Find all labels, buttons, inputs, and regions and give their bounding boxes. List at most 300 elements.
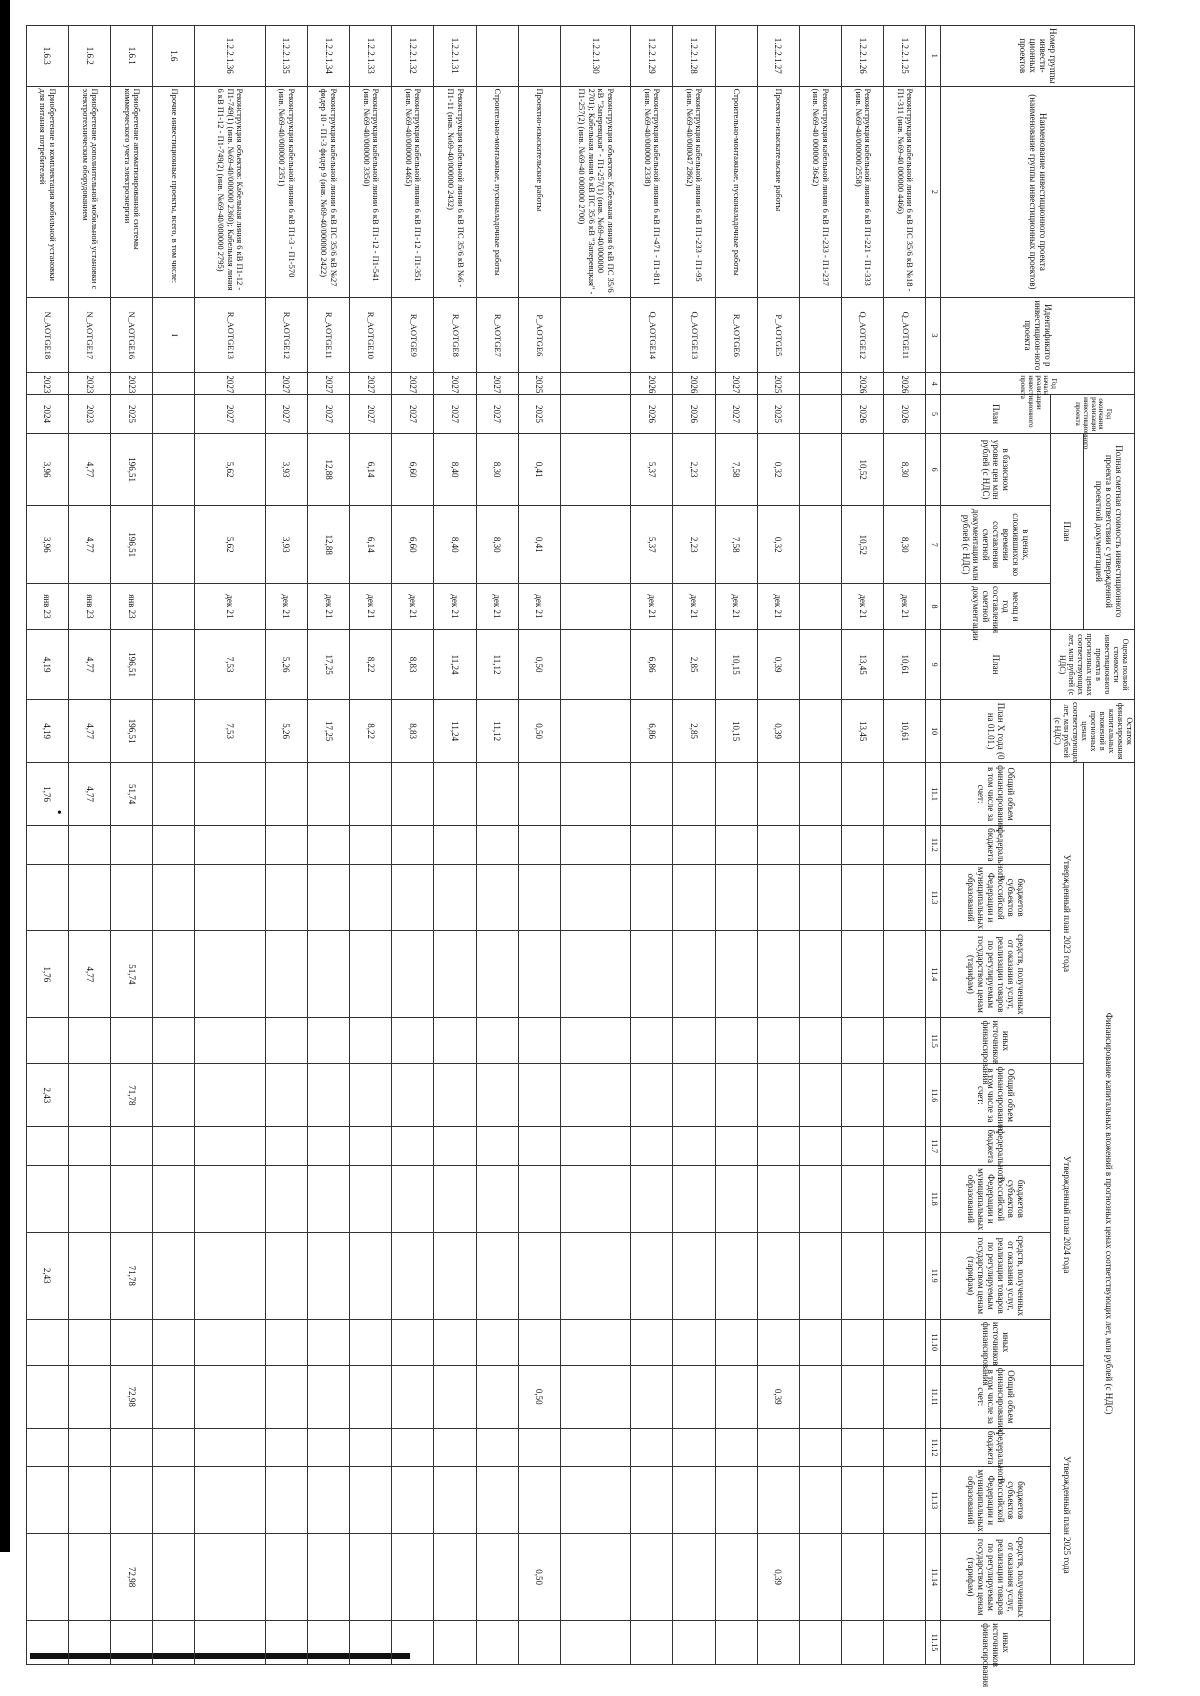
row-p24-value	[560, 1166, 630, 1233]
row-project-name: Реконструкция кабельной линии 6 кВ П1-221 - П1-333 (инв. №69-40/000000/2558)	[842, 86, 884, 298]
row-est-current	[799, 506, 841, 583]
table-row	[560, 26, 630, 1665]
row-p24-value	[631, 1232, 673, 1319]
row-est-date: дек 21	[631, 583, 673, 629]
row-p24-value	[799, 1127, 841, 1166]
table-body	[26, 26, 926, 1665]
header-2023-total: Общий объем финансирования, в том числе за счет:	[941, 763, 1051, 826]
row-p23-value	[715, 1018, 757, 1064]
row-p23-value	[68, 826, 110, 865]
row-p25-value	[560, 1467, 630, 1534]
row-p23-value	[26, 826, 68, 865]
header-2023-other: иных источников финансирования	[941, 1018, 1051, 1064]
row-p23-value	[842, 763, 884, 826]
row-remainder: 11,12	[476, 700, 518, 763]
row-project-name: Реконструкция кабельной линии 6 кВ П1-233 - П1-95 (инв. №69-40/000047 2862)	[673, 86, 715, 298]
column-number: 11.3	[926, 864, 941, 931]
row-p25-value	[673, 1621, 715, 1665]
row-p25-value	[153, 1534, 195, 1621]
row-p23-value	[842, 826, 884, 865]
row-p24-value	[631, 1166, 673, 1233]
row-p24-value	[715, 1166, 757, 1233]
row-p23-value	[715, 864, 757, 931]
row-year-end: 2025	[757, 395, 799, 434]
row-remainder: 10,15	[715, 700, 757, 763]
row-p23-value: 1,76	[26, 931, 68, 1018]
row-number: 1.2.2.1.25	[884, 26, 926, 87]
row-p25-value	[350, 1428, 392, 1467]
row-p24-value	[68, 1064, 110, 1127]
row-p25-value	[560, 1621, 630, 1665]
row-p25-value	[799, 1467, 841, 1534]
row-est-base: 0,41	[518, 433, 560, 506]
row-p24-value	[26, 1166, 68, 1233]
row-p25-value	[842, 1621, 884, 1665]
row-p24-value	[195, 1166, 265, 1233]
row-p24-value	[715, 1232, 757, 1319]
row-full-cost: 11,12	[476, 629, 518, 699]
row-p23-value: 4,77	[68, 763, 110, 826]
row-est-base: 8,40	[434, 433, 476, 506]
row-est-date: дек 21	[715, 583, 757, 629]
row-number: 1.6.1	[111, 26, 153, 87]
row-p23-value	[476, 826, 518, 865]
row-year-end: 2026	[631, 395, 673, 434]
row-number: 1.2.2.1.35	[265, 26, 307, 87]
column-number: 5	[926, 395, 941, 434]
table-row	[111, 26, 153, 1665]
column-number: 11.11	[926, 1365, 941, 1428]
row-p25-value	[842, 1428, 884, 1467]
row-project-id: Q_AOТGE11	[884, 298, 926, 373]
row-p25-value	[68, 1534, 110, 1621]
column-number: 4	[926, 373, 941, 395]
row-p24-value	[842, 1064, 884, 1127]
row-remainder	[560, 700, 630, 763]
row-p24-value	[307, 1064, 349, 1127]
row-p24-value: 2,43	[26, 1064, 68, 1127]
row-remainder: 0,39	[757, 700, 799, 763]
row-p23-value	[68, 1018, 110, 1064]
row-p24-value	[153, 1232, 195, 1319]
row-p25-value	[560, 1428, 630, 1467]
column-number: 11.5	[926, 1018, 941, 1064]
row-year-start: 2023	[26, 373, 68, 395]
row-est-date	[153, 583, 195, 629]
row-remainder: 4,77	[68, 700, 110, 763]
row-full-cost: 6,86	[631, 629, 673, 699]
row-full-cost: 10,15	[715, 629, 757, 699]
row-p24-value	[884, 1166, 926, 1233]
row-p24-value	[673, 1127, 715, 1166]
row-p23-value	[153, 864, 195, 931]
row-p25-value	[884, 1534, 926, 1621]
row-year-start: 2027	[392, 373, 434, 395]
row-remainder: 196,51	[111, 700, 153, 763]
row-p25-value	[195, 1467, 265, 1534]
row-est-current: 2,23	[673, 506, 715, 583]
row-p25-value	[673, 1467, 715, 1534]
header-financing: Финансирование капитальных вложений в прогнозных ценах соответствующих лет, млн рублей (с НДС)	[1083, 763, 1134, 1665]
row-est-base: 10,52	[842, 433, 884, 506]
header-est-current: в ценах, сложившихся ко времени составления сметной документации млн рублей (с НДС)	[941, 506, 1051, 583]
row-year-end	[560, 395, 630, 434]
header-plan-2023: Утвержденный план 2023 года	[1051, 763, 1083, 1064]
row-est-date: дек 21	[195, 583, 265, 629]
row-p24-value	[673, 1064, 715, 1127]
row-year-start: 2027	[350, 373, 392, 395]
row-p23-value	[884, 1018, 926, 1064]
row-p25-value	[153, 1621, 195, 1665]
row-est-current	[560, 506, 630, 583]
row-number: 1.6	[153, 26, 195, 87]
row-p23-value	[26, 864, 68, 931]
row-p23-value	[111, 1018, 153, 1064]
row-p23-value	[265, 931, 307, 1018]
row-p23-value	[673, 763, 715, 826]
table-row	[631, 26, 673, 1665]
row-remainder: 4,19	[26, 700, 68, 763]
row-remainder: 11,24	[434, 700, 476, 763]
row-project-id: Q_AOТGE14	[631, 298, 673, 373]
table-row	[799, 26, 841, 1665]
row-p24-value	[757, 1064, 799, 1127]
row-p25-value	[799, 1365, 841, 1428]
row-est-base: 2,23	[673, 433, 715, 506]
row-remainder: 6,86	[631, 700, 673, 763]
row-number: 1.2.2.1.32	[392, 26, 434, 87]
row-p23-value	[350, 864, 392, 931]
row-p25-value	[631, 1621, 673, 1665]
row-p23-value	[715, 931, 757, 1018]
table-row	[153, 26, 195, 1665]
row-p24-value	[434, 1319, 476, 1365]
row-p24-value	[153, 1064, 195, 1127]
table-row	[518, 26, 560, 1665]
row-est-current: 0,41	[518, 506, 560, 583]
row-est-base: 7,58	[715, 433, 757, 506]
row-p25-value	[307, 1621, 349, 1665]
column-number: 8	[926, 583, 941, 629]
row-p25-value	[153, 1428, 195, 1467]
row-p24-value	[195, 1319, 265, 1365]
row-p23-value	[307, 931, 349, 1018]
row-p24-value	[195, 1127, 265, 1166]
table-row	[476, 26, 518, 1665]
column-number: 11.7	[926, 1127, 941, 1166]
row-p24-value	[195, 1232, 265, 1319]
row-p23-value	[631, 763, 673, 826]
row-p23-value	[476, 864, 518, 931]
row-p24-value	[476, 1319, 518, 1365]
row-remainder: 0,50	[518, 700, 560, 763]
row-p24-value	[518, 1232, 560, 1319]
row-p24-value	[476, 1232, 518, 1319]
row-p23-value	[757, 931, 799, 1018]
row-p23-value	[195, 864, 265, 931]
header-project-name: Наименование инвестиционного проекта (наименование группы инвестиционных проектов)	[941, 86, 1135, 298]
row-p25-value	[476, 1534, 518, 1621]
row-p24-value	[799, 1232, 841, 1319]
header-year-start: Год начала реализации инвестиционного проекта	[941, 373, 1135, 395]
row-project-name: Реконструкция кабельной линии 6 кВ ПС 35/6 кВ №18 - П1-311 (инв. №69-40 000000 4466)	[884, 86, 926, 298]
header-plan-2024: Утвержденный план 2024 года	[1051, 1064, 1083, 1365]
row-year-start: 2027	[434, 373, 476, 395]
row-p23-value	[265, 1018, 307, 1064]
row-year-end: 2026	[842, 395, 884, 434]
row-p24-value	[631, 1064, 673, 1127]
row-p25-value: 0,39	[757, 1534, 799, 1621]
row-year-end: 2027	[392, 395, 434, 434]
row-project-name: Приобретение и комплектация мобильной установки для питания потребителей	[26, 86, 68, 298]
column-number: 11.2	[926, 826, 941, 865]
row-project-id: R_AOТGE11	[307, 298, 349, 373]
row-est-date: дек 21	[434, 583, 476, 629]
row-p23-value	[631, 931, 673, 1018]
row-p25-value	[799, 1428, 841, 1467]
row-p23-value	[265, 763, 307, 826]
header-year-end: Год окончания реализации инвестиционного проекта	[1051, 395, 1135, 434]
row-p23-value	[631, 864, 673, 931]
row-p25-value	[884, 1621, 926, 1665]
row-p24-value	[757, 1166, 799, 1233]
row-full-cost: 11,24	[434, 629, 476, 699]
header-project-id: Идентификато р инвестицион-ного проекта	[941, 298, 1135, 373]
row-p23-value	[884, 763, 926, 826]
scan-left-edge	[0, 0, 10, 1552]
row-project-name: Строительно-монтажные, пусконаладочные работы	[715, 86, 757, 298]
header-remainder: Остаток финансирования капитальных вложений в прогнозных ценах соответствующих лет, млн рублей (с НДС)	[1051, 700, 1135, 763]
row-p24-value	[799, 1319, 841, 1365]
row-p24-value	[153, 1166, 195, 1233]
row-p23-value	[560, 931, 630, 1018]
row-year-end: 2025	[111, 395, 153, 434]
header-2023-regional: бюджетов субъектов Российской Федерации и муниципальных образований	[941, 864, 1051, 931]
header-2025-tariff: средств, полученных от оказания услуг, реализации товаров по регулируемым государством ценам (тарифам)	[941, 1534, 1051, 1621]
row-p24-value: 2,43	[26, 1232, 68, 1319]
row-project-name: Прочие инвестиционные проекты, всего, в том числе:	[153, 86, 195, 298]
row-p25-value	[842, 1365, 884, 1428]
row-est-date: дек 21	[757, 583, 799, 629]
column-number: 11.1	[926, 763, 941, 826]
row-p23-value	[350, 1018, 392, 1064]
row-project-id: N_AOТGE17	[68, 298, 110, 373]
row-p25-value: 0,50	[518, 1534, 560, 1621]
row-p24-value	[307, 1319, 349, 1365]
row-est-base: 12,88	[307, 433, 349, 506]
row-p25-value	[715, 1365, 757, 1428]
header-est-base: в базисном уровне цен млн рублей (с НДС)	[941, 433, 1051, 506]
row-full-cost: 4,19	[26, 629, 68, 699]
row-full-cost	[560, 629, 630, 699]
row-full-cost: 8,22	[350, 629, 392, 699]
row-p25-value	[68, 1428, 110, 1467]
row-p23-value	[392, 864, 434, 931]
row-full-cost	[799, 629, 841, 699]
row-p25-value	[68, 1365, 110, 1428]
row-project-id: R_AOТGE10	[350, 298, 392, 373]
row-p24-value	[434, 1127, 476, 1166]
row-est-date: дек 21	[307, 583, 349, 629]
row-p23-value	[392, 763, 434, 826]
row-p25-value	[392, 1621, 434, 1665]
row-est-current: 0,32	[757, 506, 799, 583]
row-p25-value	[26, 1467, 68, 1534]
row-p24-value	[757, 1127, 799, 1166]
column-number: 6	[926, 433, 941, 506]
header-full-cost: Оценка полной стоимости инвестиционного проекта в прогнозных ценах соответствующих лет, млн рублей (с НДС)	[1051, 629, 1135, 699]
row-remainder: 2,85	[673, 700, 715, 763]
row-p24-value	[757, 1319, 799, 1365]
row-est-current: 6,60	[392, 506, 434, 583]
row-year-start: 2027	[476, 373, 518, 395]
table-row	[434, 26, 476, 1665]
column-number: 11.10	[926, 1319, 941, 1365]
row-project-id: R_AOТGE7	[476, 298, 518, 373]
row-est-base: 6,14	[350, 433, 392, 506]
row-p24-value	[350, 1166, 392, 1233]
row-p25-value	[715, 1621, 757, 1665]
row-p25-value	[111, 1621, 153, 1665]
row-p23-value	[392, 1018, 434, 1064]
row-est-current: 4,77	[68, 506, 110, 583]
row-p23-value	[757, 763, 799, 826]
row-p24-value	[757, 1232, 799, 1319]
row-number: 1.2.2.1.33	[350, 26, 392, 87]
row-p23-value	[673, 1018, 715, 1064]
row-full-cost: 17,25	[307, 629, 349, 699]
row-p24-value	[392, 1319, 434, 1365]
header-est-date: месяц и год составления сметной документации	[941, 583, 1051, 629]
row-p23-value	[392, 931, 434, 1018]
row-year-start	[799, 373, 841, 395]
row-p24-value	[560, 1064, 630, 1127]
table-row	[350, 26, 392, 1665]
header-group-number: Номер группы инвести-ционных проектов	[941, 26, 1135, 87]
row-p24-value	[434, 1232, 476, 1319]
row-est-date	[560, 583, 630, 629]
header-2025-regional: бюджетов субъектов Российской Федерации и муниципальных образований	[941, 1467, 1051, 1534]
row-p25-value	[111, 1428, 153, 1467]
row-p24-value	[884, 1319, 926, 1365]
row-p25-value	[673, 1428, 715, 1467]
row-p23-value	[799, 826, 841, 865]
row-remainder: 8,22	[350, 700, 392, 763]
row-p23-value	[350, 931, 392, 1018]
row-est-current: 8,40	[434, 506, 476, 583]
row-p23-value	[111, 826, 153, 865]
row-est-base: 3,93	[265, 433, 307, 506]
row-year-end: 2027	[350, 395, 392, 434]
row-p25-value	[631, 1365, 673, 1428]
header-2024-regional: бюджетов субъектов Российской Федерации и муниципальных образований	[941, 1166, 1051, 1233]
row-p24-value	[68, 1127, 110, 1166]
row-year-end: 2027	[307, 395, 349, 434]
column-number: 11.9	[926, 1232, 941, 1319]
row-number: 1.2.2.1.26	[842, 26, 884, 87]
row-p24-value	[476, 1127, 518, 1166]
row-p25-value	[518, 1428, 560, 1467]
row-project-name: Проектно-изыскательские работы	[757, 86, 799, 298]
row-p24-value	[715, 1319, 757, 1365]
row-p25-value	[673, 1534, 715, 1621]
column-number: 11.8	[926, 1166, 941, 1233]
row-p23-value	[560, 763, 630, 826]
row-est-date: дек 21	[476, 583, 518, 629]
row-p23-value: 4,77	[68, 931, 110, 1018]
row-remainder: 10,61	[884, 700, 926, 763]
row-project-id	[799, 298, 841, 373]
row-p25-value: 0,50	[518, 1365, 560, 1428]
header-remainder-plan: План X года (0 на 01.01.)	[941, 700, 1051, 763]
row-p25-value	[757, 1467, 799, 1534]
row-p25-value	[476, 1467, 518, 1534]
row-p23-value	[153, 763, 195, 826]
row-est-current: 5,62	[195, 506, 265, 583]
row-p23-value	[111, 864, 153, 931]
row-p23-value	[715, 826, 757, 865]
row-remainder: 5,26	[265, 700, 307, 763]
row-p25-value	[350, 1365, 392, 1428]
row-p23-value	[560, 1018, 630, 1064]
row-p23-value	[307, 1018, 349, 1064]
header-estimate: Полная сметная стоимость инвестиционного проекта в соответствии с утвержденной проектной документацией	[1083, 433, 1134, 629]
row-est-base: 196,51	[111, 433, 153, 506]
row-p25-value	[392, 1365, 434, 1428]
row-p23-value	[195, 931, 265, 1018]
row-p23-value	[842, 931, 884, 1018]
row-p24-value	[68, 1232, 110, 1319]
row-year-start: 2027	[307, 373, 349, 395]
row-p23-value	[153, 1018, 195, 1064]
row-p23-value	[350, 763, 392, 826]
row-p24-value	[673, 1232, 715, 1319]
row-est-current: 8,30	[884, 506, 926, 583]
column-number: 2	[926, 86, 941, 298]
row-p25-value	[26, 1428, 68, 1467]
row-remainder: 17,25	[307, 700, 349, 763]
row-est-current: 7,58	[715, 506, 757, 583]
row-year-end	[153, 395, 195, 434]
row-year-end: 2023	[68, 395, 110, 434]
row-project-name: Реконструкция кабельной линии 6 кВ П1-3 - П1-570 (инв. №69-40/000000 2351)	[265, 86, 307, 298]
row-p25-value	[307, 1365, 349, 1428]
row-p24-value	[631, 1319, 673, 1365]
column-number: 11.6	[926, 1064, 941, 1127]
row-p24-value	[26, 1319, 68, 1365]
row-year-start	[560, 373, 630, 395]
row-number: 1.2.2.1.28	[673, 26, 715, 87]
row-p25-value	[476, 1621, 518, 1665]
row-p24-value	[476, 1064, 518, 1127]
row-year-end: 2027	[434, 395, 476, 434]
row-project-id: Q_AOТGE13	[673, 298, 715, 373]
row-p23-value	[518, 763, 560, 826]
row-est-current: 5,37	[631, 506, 673, 583]
row-p24-value	[350, 1319, 392, 1365]
row-p25-value	[265, 1365, 307, 1428]
row-full-cost: 0,39	[757, 629, 799, 699]
row-est-date: янв 23	[111, 583, 153, 629]
row-remainder: 7,53	[195, 700, 265, 763]
row-p25-value	[265, 1428, 307, 1467]
row-number: 1.2.2.1.34	[307, 26, 349, 87]
row-p24-value	[673, 1319, 715, 1365]
table-row	[842, 26, 884, 1665]
row-p25-value	[799, 1621, 841, 1665]
row-p23-value	[26, 1018, 68, 1064]
row-project-name: Реконструкция кабельной линии 6 кВ П1-12 - П1-541 (инв. №69-40/000000 3350)	[350, 86, 392, 298]
